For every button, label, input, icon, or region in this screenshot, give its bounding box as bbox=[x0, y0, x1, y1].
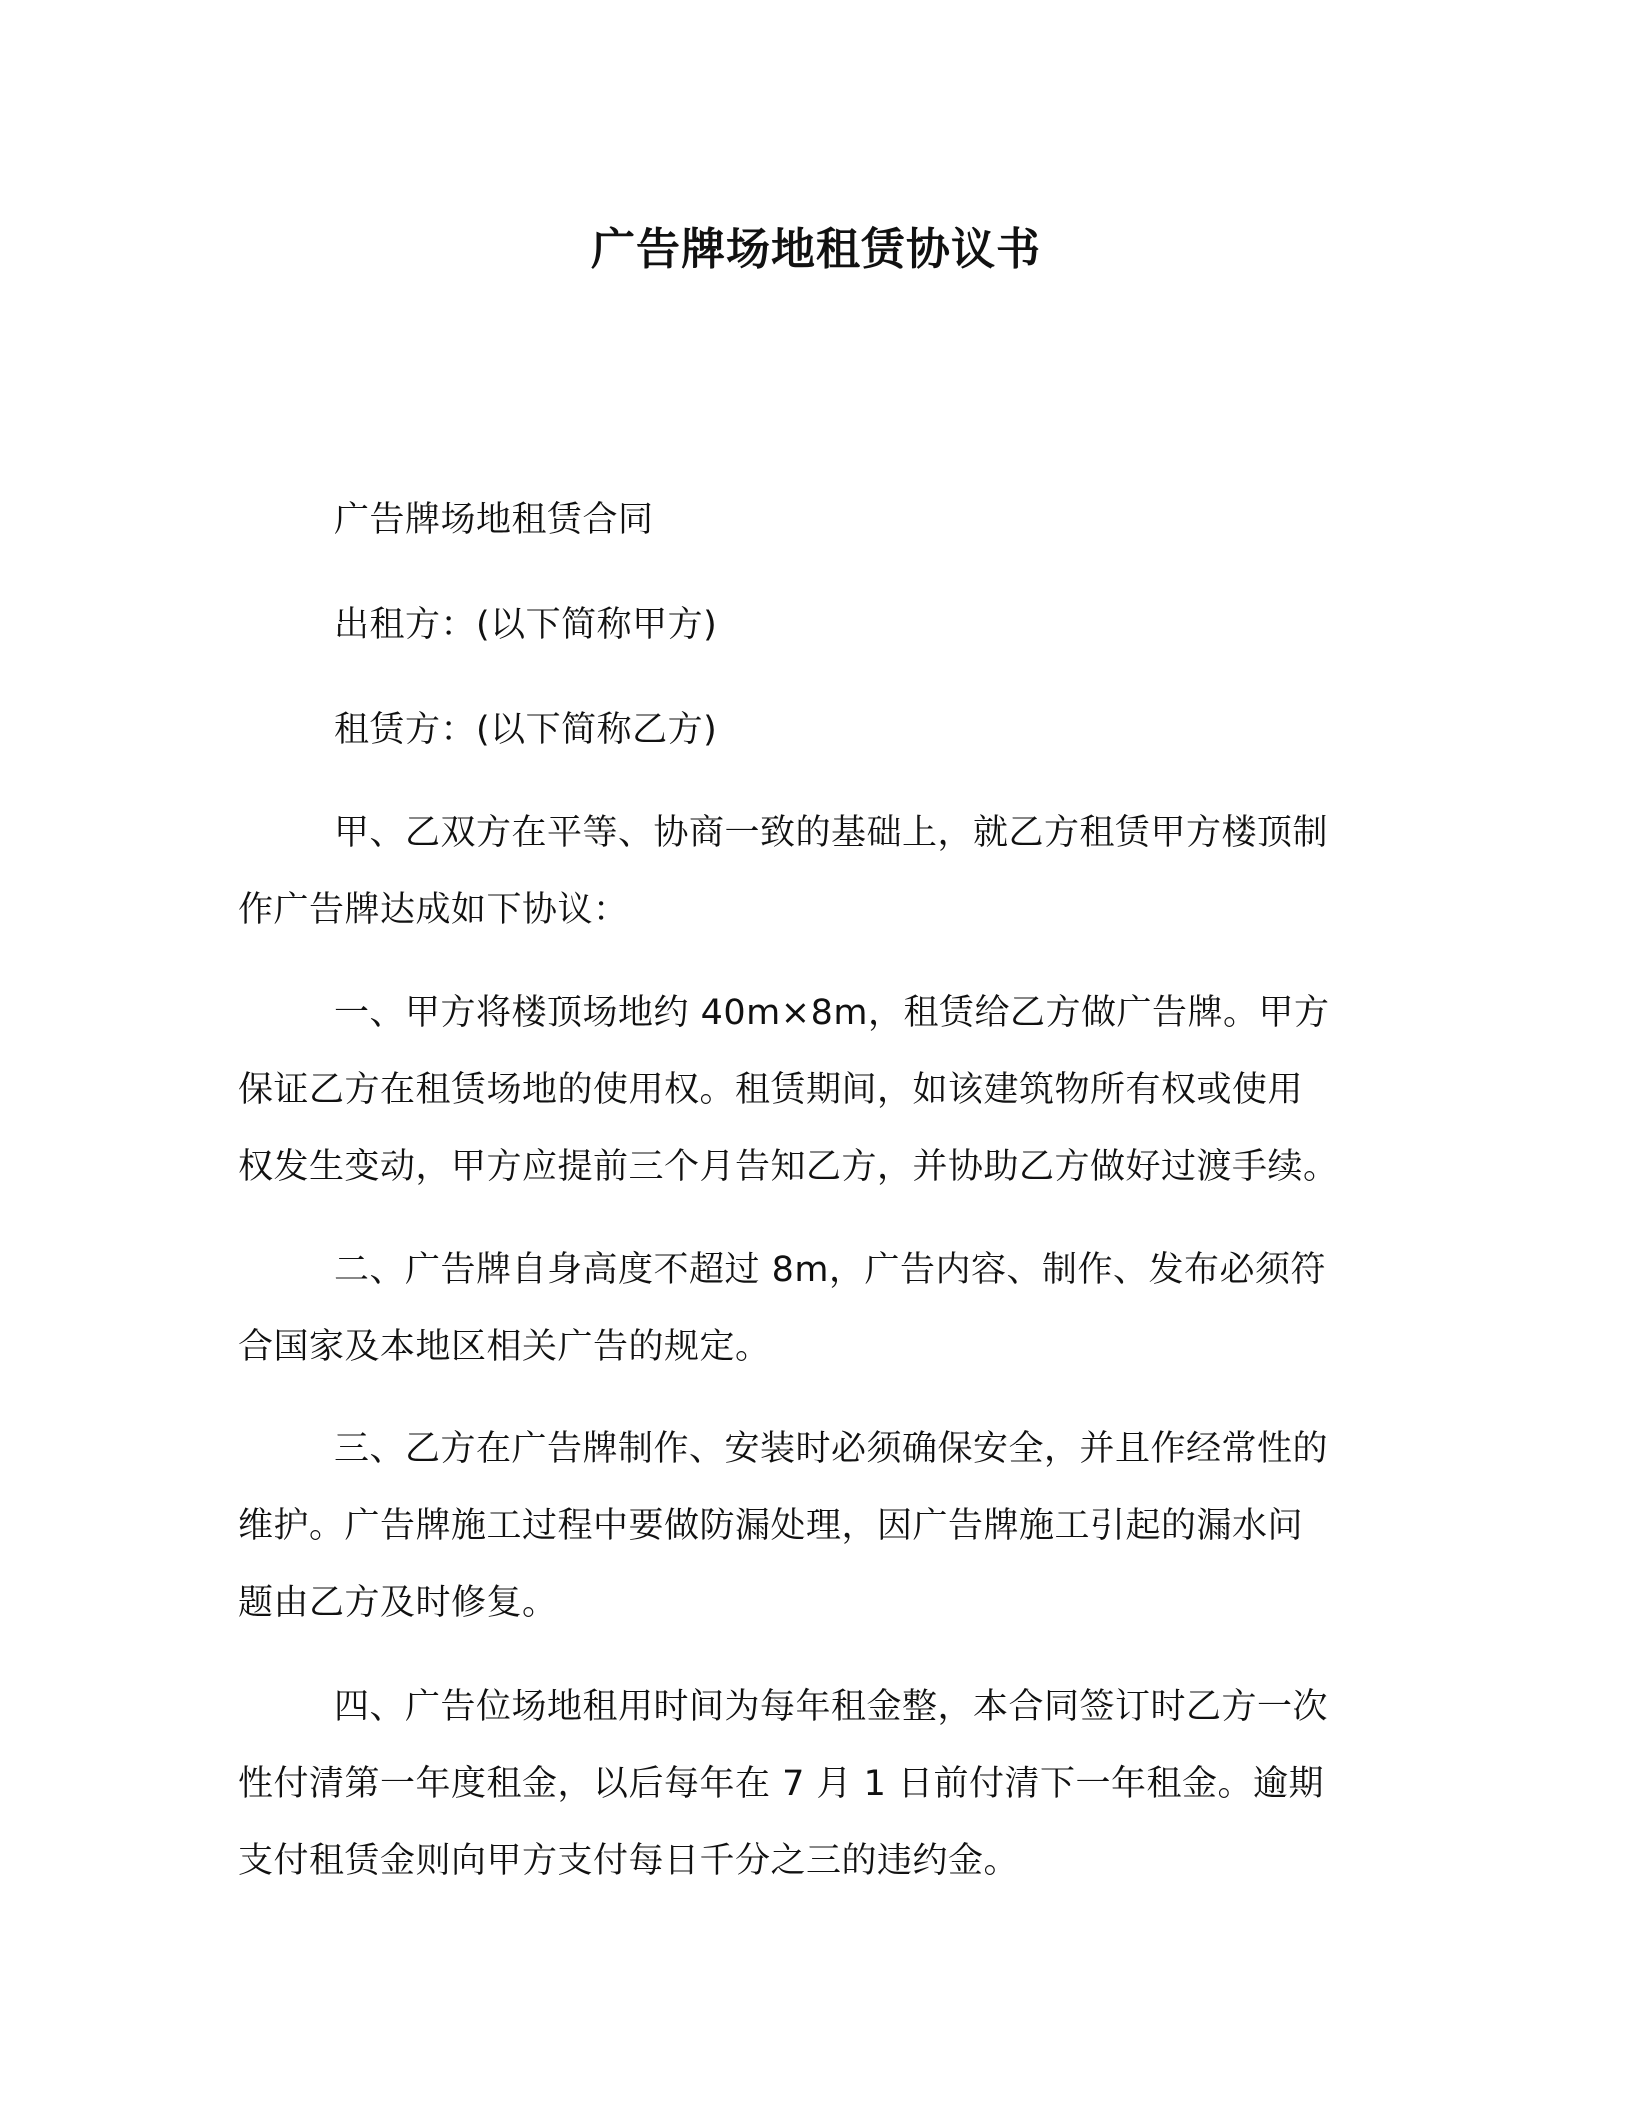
document-title: 广告牌场地租赁协议书 bbox=[591, 224, 1041, 275]
clause-3-line-3: 题由乙方及时修复。 bbox=[238, 1583, 558, 1623]
preamble-line-2: 作广告牌达成如下协议： bbox=[238, 890, 629, 930]
clause-3-line-2: 维护。广告牌施工过程中要做防漏处理，因广告牌施工引起的漏水问 bbox=[238, 1506, 1304, 1546]
clause-4-line-2: 性付清第一年度租金，以后每年在 7 月 1 日前付清下一年租金。逾期 bbox=[238, 1764, 1325, 1804]
lessee-line: 租赁方：(以下简称乙方) bbox=[334, 710, 718, 750]
clause-3-line-1: 三、乙方在广告牌制作、安装时必须确保安全，并且作经常性的 bbox=[334, 1429, 1329, 1469]
clause-2-line-1: 二、广告牌自身高度不超过 8m，广告内容、制作、发布必须符 bbox=[334, 1250, 1326, 1290]
clause-1-line-2: 保证乙方在租赁场地的使用权。租赁期间，如该建筑物所有权或使用 bbox=[238, 1070, 1304, 1110]
clause-4-line-1: 四、广告位场地租用时间为每年租金整，本合同签订时乙方一次 bbox=[334, 1687, 1329, 1727]
clause-1-line-3: 权发生变动，甲方应提前三个月告知乙方，并协助乙方做好过渡手续。 bbox=[238, 1147, 1339, 1187]
lessor-line: 出租方：(以下简称甲方) bbox=[334, 605, 718, 645]
clause-2-line-2: 合国家及本地区相关广告的规定。 bbox=[238, 1327, 771, 1367]
clause-1-line-1: 一、甲方将楼顶场地约 40m×8m，租赁给乙方做广告牌。甲方 bbox=[334, 993, 1330, 1033]
contract-heading: 广告牌场地租赁合同 bbox=[334, 500, 654, 540]
preamble-line-1: 甲、乙双方在平等、协商一致的基础上，就乙方租赁甲方楼顶制 bbox=[334, 813, 1329, 853]
clause-4-line-3: 支付租赁金则向甲方支付每日千分之三的违约金。 bbox=[238, 1841, 1020, 1881]
